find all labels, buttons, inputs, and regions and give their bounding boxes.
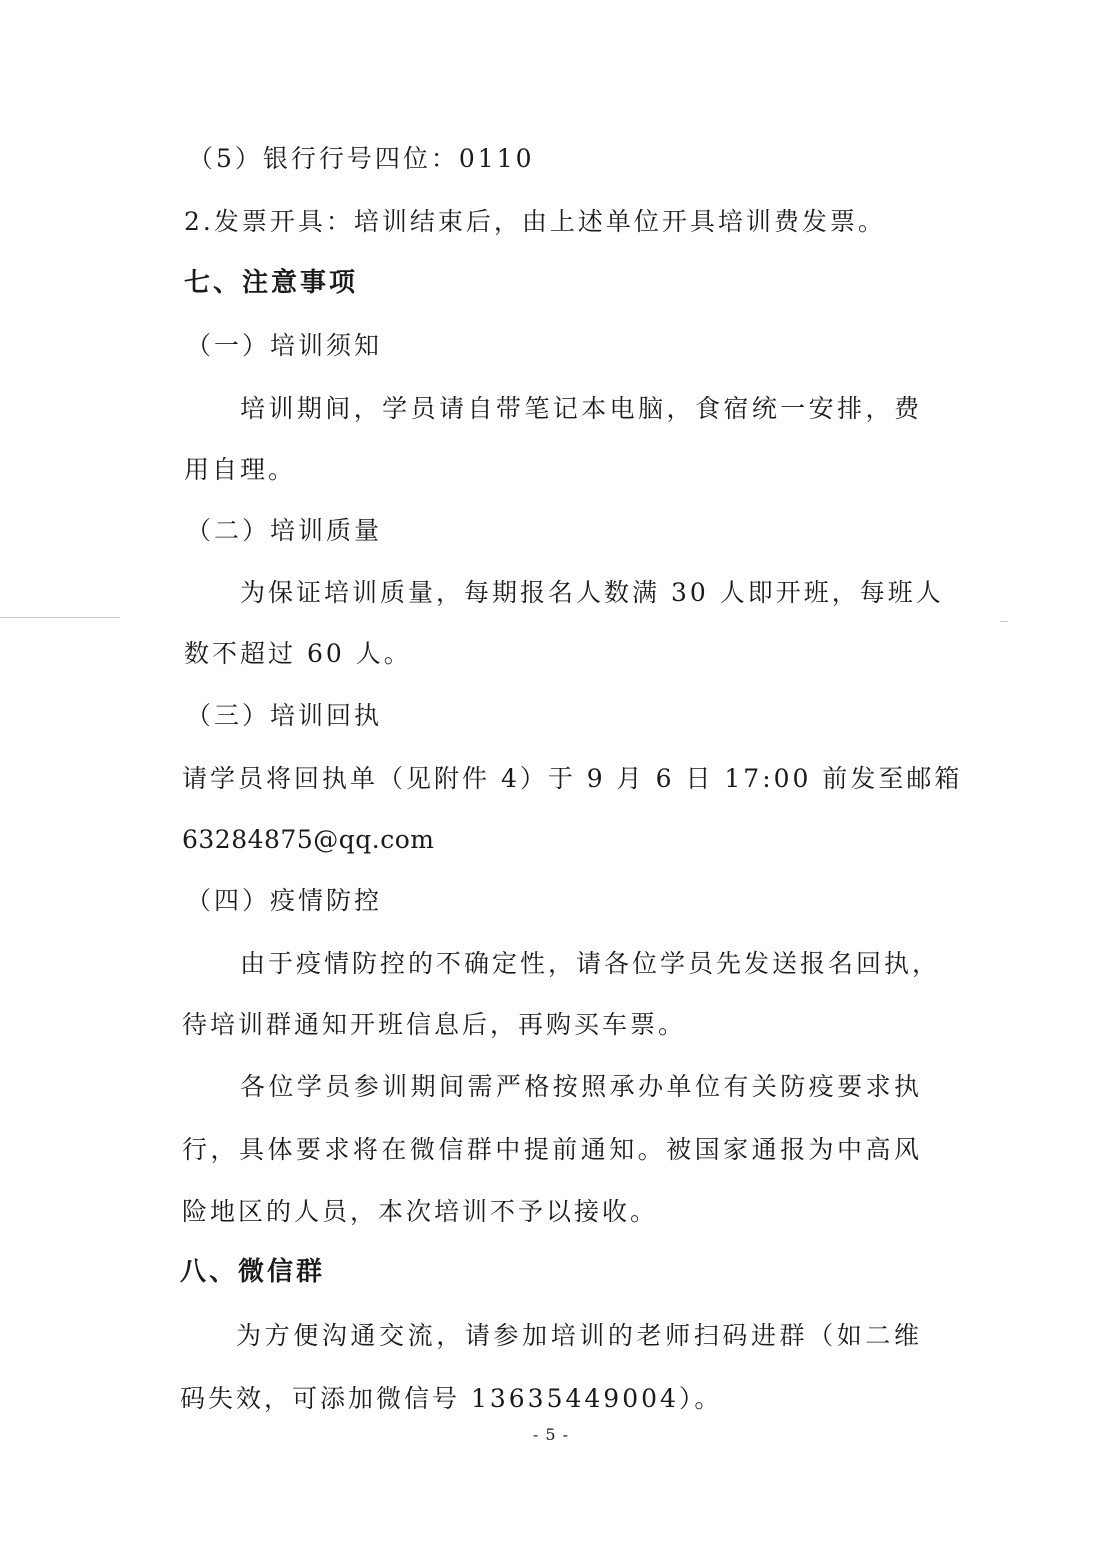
section-heading-notes: 七、注意事项 bbox=[184, 268, 359, 298]
paragraph-line: 待培训群通知开班信息后，再购买车票。 bbox=[182, 1010, 687, 1039]
subheading-epidemic-control: （四）疫情防控 bbox=[186, 886, 383, 915]
paragraph-line: 由于疫情防控的不确定性，请各位学员先发送报名回执， bbox=[240, 949, 941, 978]
subheading-training-quality: （二）培训质量 bbox=[186, 516, 383, 545]
paragraph-line: 为保证培训质量，每期报名人数满 30 人即开班，每班人 bbox=[240, 578, 944, 607]
paragraph-line: 码失效，可添加微信号 13635449004）。 bbox=[180, 1384, 723, 1413]
paragraph-line: 为方便沟通交流，请参加培训的老师扫码进群（如二维 bbox=[236, 1321, 922, 1350]
email-address: 63284875@qq.com bbox=[182, 825, 435, 854]
page-number: - 5 - bbox=[532, 1425, 570, 1444]
invoice-line: 2.发票开具：培训结束后，由上述单位开具培训费发票。 bbox=[184, 207, 886, 236]
bank-code-line: （5）银行行号四位：0110 bbox=[188, 144, 535, 173]
paragraph-line: 行，具体要求将在微信群中提前通知。被国家通报为中高风 bbox=[182, 1135, 922, 1164]
paragraph-line: 数不超过 60 人。 bbox=[184, 639, 412, 668]
scan-artifact-right bbox=[1000, 621, 1008, 622]
paragraph-line: 各位学员参训期间需严格按照承办单位有关防疫要求执 bbox=[240, 1072, 922, 1101]
scan-artifact-left bbox=[0, 617, 120, 618]
paragraph-line: 培训期间，学员请自带笔记本电脑，食宿统一安排，费 bbox=[240, 394, 922, 423]
paragraph-line: 用自理。 bbox=[184, 455, 297, 484]
paragraph-line: 请学员将回执单（见附件 4）于 9 月 6 日 17:00 前发至邮箱 bbox=[182, 764, 963, 793]
subheading-training-receipt: （三）培训回执 bbox=[186, 701, 383, 730]
paragraph-line: 险地区的人员，本次培训不予以接收。 bbox=[182, 1197, 659, 1226]
section-heading-wechat: 八、微信群 bbox=[180, 1257, 326, 1287]
subheading-training-notice: （一）培训须知 bbox=[186, 331, 383, 360]
